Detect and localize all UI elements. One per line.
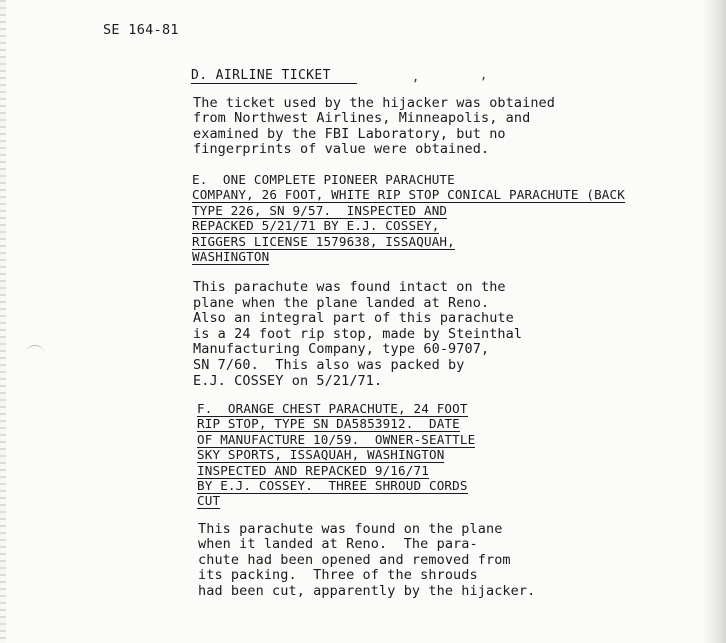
heading-line: COMPANY, 26 FOOT, WHITE RIP STOP CONICAL PARACHUTE (BACK	[192, 187, 625, 203]
heading-line: INSPECTED AND REPACKED 9/16/71	[197, 462, 429, 478]
body-line: chute had been opened and removed from	[198, 551, 511, 568]
paper-smudge	[26, 345, 44, 360]
body-line: The ticket used by the hijacker was obtained	[193, 95, 556, 111]
section-d-heading: D. AIRLINE TICKET	[191, 68, 357, 84]
heading-line: OF MANUFACTURE 10/59. OWNER-SEATTLE	[197, 431, 476, 447]
stray-mark: ,	[412, 70, 420, 84]
heading-line: CUT	[197, 493, 221, 509]
body-line: examined by the FBI Laboratory, but no	[193, 125, 506, 142]
body-line: had been cut, apparently by the hijacker.	[198, 582, 536, 599]
heading-line: E. ONE COMPLETE PIONEER PARACHUTE	[192, 172, 455, 187]
body-line: This parachute was found on the plane	[198, 521, 503, 537]
body-line: when it landed at Reno. The para-	[198, 536, 478, 553]
section-e-body	[193, 280, 522, 389]
heading-line: WASHINGTON	[192, 248, 270, 264]
body-line: its packing. Three of the shrouds	[198, 567, 478, 584]
body-line: E.J. COSSEY on 5/21/71.	[193, 372, 383, 389]
heading-line: RIGGERS LICENSE 1579638, ISSAQUAH,	[192, 233, 455, 249]
section-d-body	[193, 96, 555, 158]
body-line: Also an integral part of this parachute	[193, 310, 514, 327]
body-line: fingerprints of value were obtained.	[193, 141, 490, 158]
page-left-edge	[0, 0, 6, 643]
stray-mark: ,	[480, 68, 488, 82]
body-line: Manufacturing Company, type 60-9707,	[193, 341, 490, 358]
body-line: This parachute was found intact on the	[193, 279, 506, 295]
page-right-edge	[702, 0, 726, 643]
document-id: SE 164-81	[103, 22, 179, 38]
section-e-heading	[192, 173, 625, 265]
heading-line: BY E.J. COSSEY. THREE SHROUD CORDS	[197, 477, 468, 493]
heading-line: SKY SPORTS, ISSAQUAH, WASHINGTON	[197, 447, 445, 463]
body-line: plane when the plane landed at Reno.	[193, 294, 490, 311]
heading-line: F. ORANGE CHEST PARACHUTE, 24 FOOT	[197, 401, 468, 416]
heading-line: REPACKED 5/21/71 BY E.J. COSSEY,	[192, 218, 440, 234]
heading-line: TYPE 226, SN 9/57. INSPECTED AND	[192, 202, 448, 218]
body-line: from Northwest Airlines, Minneapolis, and	[193, 110, 531, 127]
body-line: SN 7/60. This also was packed by	[193, 356, 465, 373]
body-line: is a 24 foot rip stop, made by Steinthal	[193, 325, 523, 342]
heading-line: RIP STOP, TYPE SN DA5853912. DATE	[197, 416, 460, 432]
section-f-heading	[197, 402, 475, 510]
section-f-body	[198, 522, 535, 599]
